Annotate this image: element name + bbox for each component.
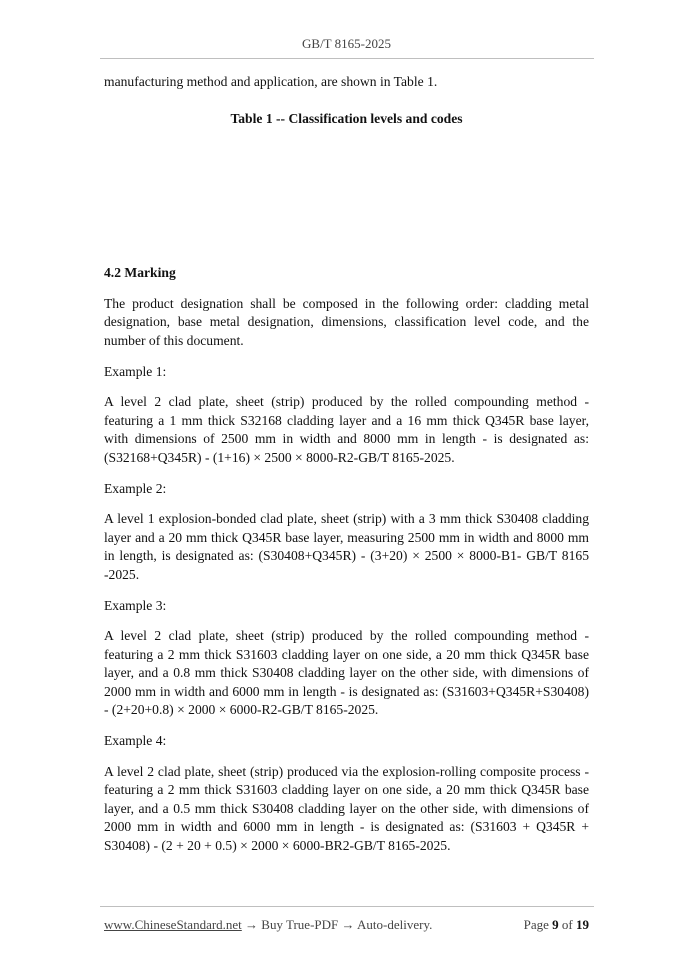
header-doc-code: GB/T 8165-2025: [302, 36, 391, 51]
example-4-text: A level 2 clad plate, sheet (strip) produced via the explosion-rolling composite process - featuring a 2 mm thick S31603 cladding layer on one side, a 20 mm thick Q345R base layer, and a 0.5 mm thick S30408 cladding layer on the other side, with dimensions of 2000 mm in width and 6000 mm in length - is designated as: (S31603 + Q345R + S30408) - (2 + 20 + 0.5) × 2000 × 6000-BR2-GB/T 8165-2025.: [104, 763, 589, 854]
page-number: [524, 917, 589, 933]
of-word: of: [561, 917, 573, 932]
footer-promo: [104, 917, 432, 933]
page-word: Page: [523, 917, 549, 932]
page-total: 19: [576, 917, 589, 932]
arrow-right-icon: →: [341, 917, 355, 932]
marking-paragraph: The product designation shall be composed in the following order: cladding metal designation, base metal designation, dimensions, classification level code, and the number of this document.: [104, 295, 589, 348]
footer-site-link[interactable]: www.ChineseStandard.net: [104, 917, 242, 932]
section-heading: 4.2 Marking: [104, 265, 176, 281]
example-1-label: Example 1:: [104, 363, 167, 379]
example-3-label: Example 3:: [104, 597, 167, 613]
example-2-text: A level 1 explosion-bonded clad plate, sheet (strip) with a 3 mm thick S30408 cladding layer and a 20 mm thick Q345R base layer, measuring 2500 mm in width and 8000 mm in length, is designated as: (S30408+Q345R) - (3+20) × 2500 × 8000-B1- GB/T 8165 -2025.: [104, 511, 589, 582]
table-title: Table 1 -- Classification levels and codes: [230, 110, 463, 126]
page-body: [104, 73, 589, 868]
footer-delivery-text: Auto-delivery.: [357, 917, 433, 932]
intro-line: manufacturing method and application, are shown in Table 1.: [104, 74, 438, 89]
page-current: 9: [552, 917, 559, 932]
table-placeholder-area: [104, 128, 589, 264]
header-divider: [100, 58, 594, 59]
example-1-text: A level 2 clad plate, sheet (strip) produced by the rolled compounding method - featuring a 1 mm thick S32168 cladding layer and a 16 mm thick Q345R base layer, with dimensions of 2500 mm in width and 8000 mm in length - is designated as: (S32168+Q345R) - (1+16) × 2500 × 8000-R2-GB/T 8165-2025.: [104, 394, 589, 465]
footer-buy-link[interactable]: Buy True-PDF: [261, 917, 339, 932]
example-4-label: Example 4:: [104, 733, 167, 749]
arrow-right-icon: →: [245, 917, 259, 932]
page-header: [0, 36, 693, 52]
example-3-text: A level 2 clad plate, sheet (strip) produced by the rolled compounding method - featuring a 2 mm thick S31603 cladding layer on one side, a 20 mm thick Q345R base layer, and a 0.8 mm thick S30408 cladding layer on the other side, with dimensions of 2000 mm in width and 6000 mm in length - is designated as: (S31603+Q345R+S30408) - (2+20+0.8) × 2000 × 6000-R2-GB/T 8165-2025.: [104, 628, 589, 718]
example-2-label: Example 2:: [104, 480, 167, 496]
footer-divider: [100, 906, 594, 907]
